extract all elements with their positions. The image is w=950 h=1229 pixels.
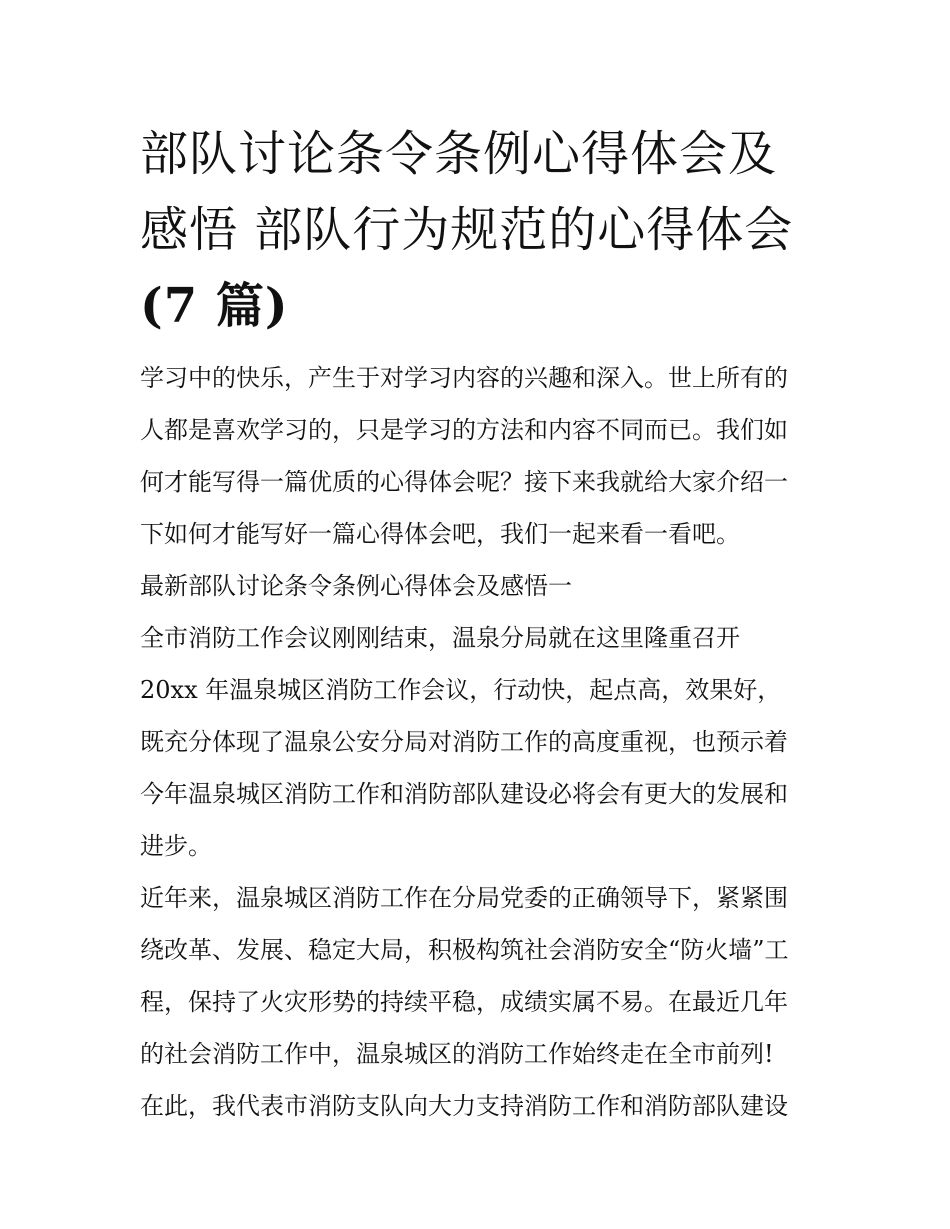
- title-line: (7 篇): [140, 278, 289, 334]
- body-line: 程，保持了火灾形势的持续平稳，成绩实属不易。在最近几年: [140, 988, 788, 1016]
- body-line: 20xx 年温泉城区消防工作会议，行动快，起点高，效果好，: [140, 676, 782, 704]
- body-line: 的社会消防工作中，温泉城区的消防工作始终走在全市前列!: [140, 1040, 774, 1068]
- body-line: 既充分体现了温泉公安分局对消防工作的高度重视，也预示着: [140, 728, 788, 756]
- title-line: 部队讨论条令条例心得体会及: [140, 126, 778, 182]
- body-line: 全市消防工作会议刚刚结束，温泉分局就在这里隆重召开: [140, 624, 740, 652]
- title-line: 感悟 部队行为规范的心得体会: [140, 202, 794, 258]
- document-body: [140, 352, 820, 1132]
- section-heading: 最新部队讨论条令条例心得体会及感悟一: [140, 572, 572, 600]
- body-line: 今年温泉城区消防工作和消防部队建设必将会有更大的发展和: [140, 780, 788, 808]
- body-line: 近年来，温泉城区消防工作在分局党委的正确领导下，紧紧围: [140, 884, 788, 912]
- body-line: 绕改革、发展、稳定大局，积极构筑社会消防安全“防火墙”工: [140, 936, 789, 964]
- body-line: 下如何才能写好一篇心得体会吧，我们一起来看一看吧。: [140, 520, 740, 548]
- body-line: 学习中的快乐，产生于对学习内容的兴趣和深入。世上所有的: [140, 364, 788, 392]
- body-line: 人都是喜欢学习的，只是学习的方法和内容不同而已。我们如: [140, 416, 788, 444]
- body-line: 何才能写得一篇优质的心得体会呢？接下来我就给大家介绍一: [140, 468, 788, 496]
- body-line: 进步。: [140, 832, 212, 860]
- body-line: 在此，我代表市消防支队向大力支持消防工作和消防部队建设: [140, 1092, 788, 1120]
- document-title: [140, 116, 820, 344]
